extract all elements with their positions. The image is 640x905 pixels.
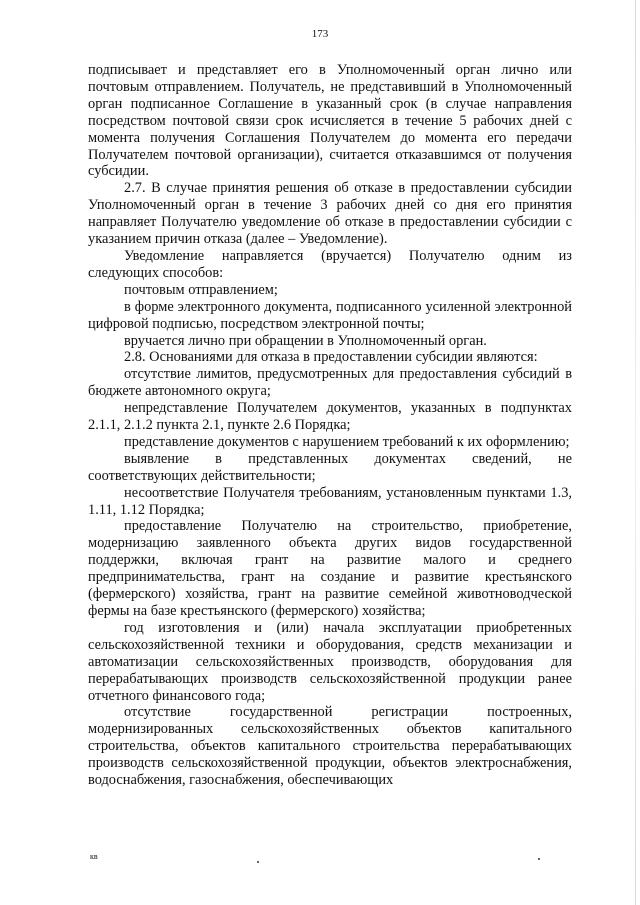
paragraph-9: непредставление Получателем документов, указанных в подпунктах 2.1.1, 2.1.2 пункта 2.1, пункте 2.6 Порядка;	[88, 400, 572, 434]
paragraph-12: несоответствие Получателя требованиям, установленным пунктами 1.3, 1.11, 1.12 Порядка;	[88, 484, 572, 518]
paragraph-14: год изготовления и (или) начала эксплуатации приобретенных сельскохозяйственной техники и оборудования, средств механизации и автоматизации сельскохозяйственных производств, оборудования для перерабатывающих производств сельскохозяйственной продукции ранее отчетного финансового года;	[88, 619, 572, 704]
paragraph-2: 2.7. В случае принятия решения об отказе в предоставлении субсидии Уполномоченный орган в течение 3 рабочих дней со дня его принятия направляет Получателю уведомление об отказе в предоставлении субсидии с указанием причин отказа (далее – Уведомление).	[88, 180, 572, 248]
paragraph-15: отсутствие государственной регистрации построенных, модернизированных сельскохозяйственных объектов капитального строительства, объектов капитального строительства перерабатывающих производств сельскохозяйственной продукции, объектов электроснабжения, водоснабжения, газоснабжения, обеспечивающих	[88, 704, 572, 789]
scan-speck	[538, 858, 540, 860]
paragraph-6: вручается лично при обращении в Уполномоченный орган.	[124, 332, 487, 349]
paragraph-13: предоставление Получателю на строительство, приобретение, модернизацию заявленного объекта других видов государственной поддержки, включая грант на развитие малого и среднего предпринимательства, грант на создание и развитие крестьянского (фермерского) хозяйства, грант на развитие семейной животноводческой фермы на базе крестьянского (фермерского) хозяйства;	[88, 518, 572, 619]
paragraph-8: отсутствие лимитов, предусмотренных для предоставления субсидий в бюджете автономного округа;	[88, 366, 572, 400]
paragraph-10: представление документов с нарушением требований к их оформлению;	[124, 433, 570, 450]
paragraph-4: почтовым отправлением;	[124, 281, 278, 298]
scan-speck	[257, 861, 259, 863]
paragraph-5: в форме электронного документа, подписанного усиленной электронной цифровой подписью, посредством электронной почты;	[88, 298, 572, 332]
paragraph-3: Уведомление направляется (вручается) Получателю одним из следующих способов:	[88, 247, 572, 281]
paragraph-11: выявление в представленных документах сведений, не соответствующих действительности;	[88, 450, 572, 484]
paragraph-7: 2.8. Основаниями для отказа в предоставлении субсидии являются:	[124, 349, 538, 366]
page-edge-shadow	[635, 0, 636, 905]
document-body	[88, 62, 572, 789]
footer-mark: кв	[90, 852, 98, 861]
page-number: 173	[311, 28, 329, 40]
paragraph-1: подписывает и представляет его в Уполномоченный орган лично или почтовым отправлением. Получатель, не представивший в Уполномоченный орган подписанное Соглашение в указанный срок (в случае направления посредством почтовой связи срок исчисляется в течение 5 рабочих дней с момента получения Соглашения Получателем до момента его передачи Получателем почтовой организации), считается отказавшимся от получения субсидии.	[88, 62, 572, 180]
